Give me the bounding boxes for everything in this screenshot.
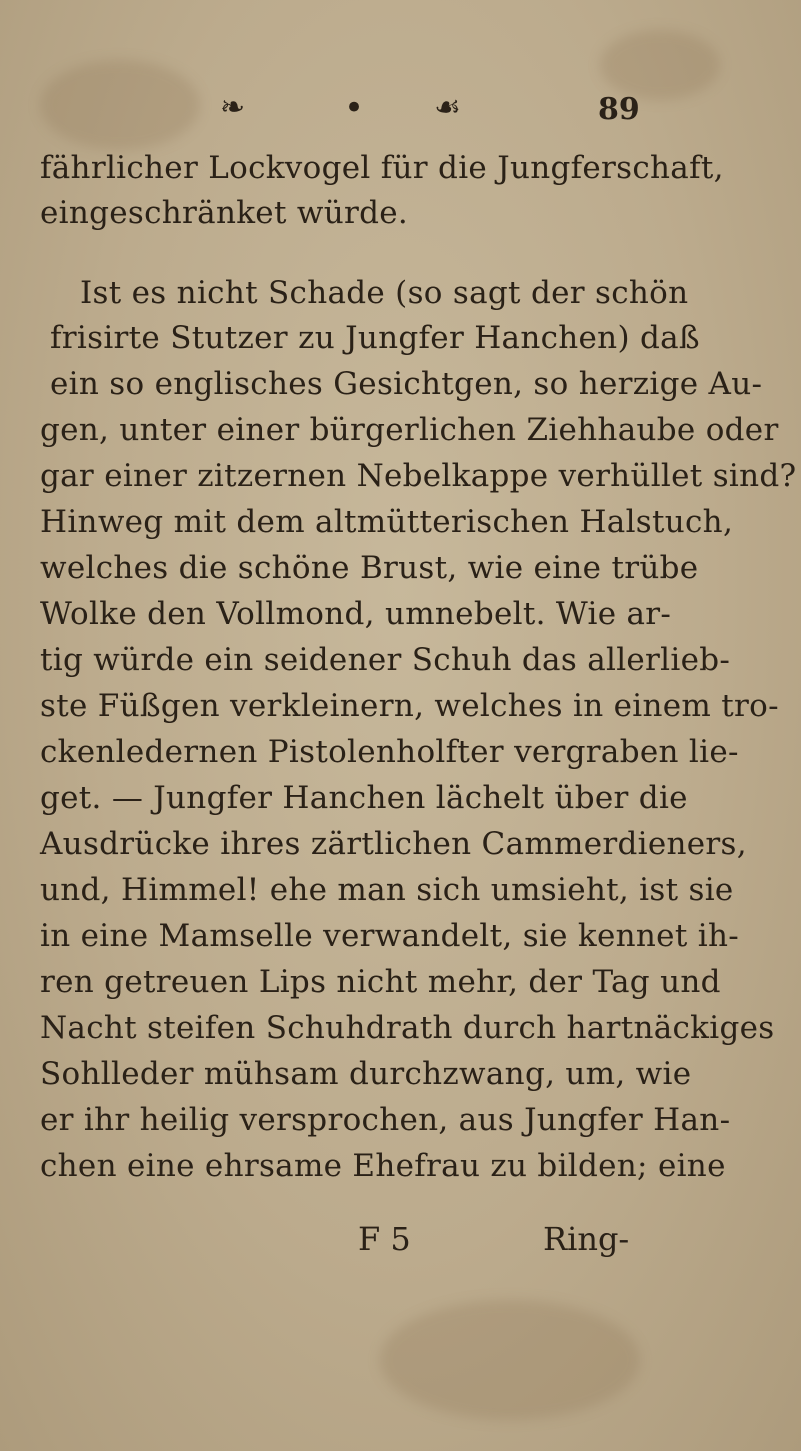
text-line: gen, unter einer bürgerlichen Ziehhaube oder — [40, 412, 779, 448]
text-line: und, Himmel! ehe man sich umsieht, ist sie — [40, 872, 734, 908]
text-line: Sohlleder mühsam durchzwang, um, wie — [40, 1056, 692, 1092]
text-line: ren getreuen Lips nicht mehr, der Tag und — [40, 964, 721, 1000]
text-line: in eine Mamselle verwandelt, sie kennet ih- — [40, 918, 739, 954]
ornament-left-icon: ❧ — [220, 90, 246, 125]
text-line: frisirte Stutzer zu Jungfer Hanchen) daß — [50, 320, 700, 356]
catchword: Ring- — [543, 1220, 630, 1258]
text-line: Hinweg mit dem altmütterischen Halstuch, — [40, 504, 734, 540]
text-line: Nacht steifen Schuhdrath durch hartnäckiges — [40, 1010, 775, 1046]
text-line: tig würde ein seidener Schuh das allerlieb- — [40, 642, 731, 678]
ornament-dot-icon: • — [344, 88, 365, 128]
text-line: Wolke den Vollmond, umnebelt. Wie ar- — [40, 596, 672, 632]
text-line: fährlicher Lockvogel für die Jungferschaft, — [40, 150, 724, 186]
text-line: welches die schöne Brust, wie eine trübe — [40, 550, 699, 586]
paper-stain — [380, 1300, 640, 1420]
text-line: chen eine ehrsame Ehefrau zu bilden; eine — [40, 1148, 726, 1184]
text-line: gar einer zitzernen Nebelkappe verhüllet sind? — [40, 458, 797, 494]
text-line: ste Füßgen verkleinern, welches in einem tro- — [40, 688, 779, 724]
signature-mark: F 5 — [358, 1220, 411, 1258]
paper-stain — [40, 60, 200, 150]
page-header — [220, 88, 660, 128]
text-line: get. — Jungfer Hanchen lächelt über die — [40, 780, 688, 816]
text-line: eingeschränket würde. — [40, 195, 409, 231]
text-line: er ihr heilig versprochen, aus Jungfer Han- — [40, 1102, 731, 1138]
text-line: Ist es nicht Schade (so sagt der schön — [80, 275, 689, 311]
text-line: Ausdrücke ihres zärtlichen Cammerdieners, — [40, 826, 747, 862]
text-line: ein so englisches Gesichtgen, so herzige Au- — [50, 366, 763, 402]
text-line: ckenledernen Pistolenholfter vergraben lie- — [40, 734, 739, 770]
ornament-right-icon: ☙ — [434, 90, 461, 125]
page-footer — [0, 1220, 801, 1270]
page-number: 89 — [598, 92, 640, 127]
